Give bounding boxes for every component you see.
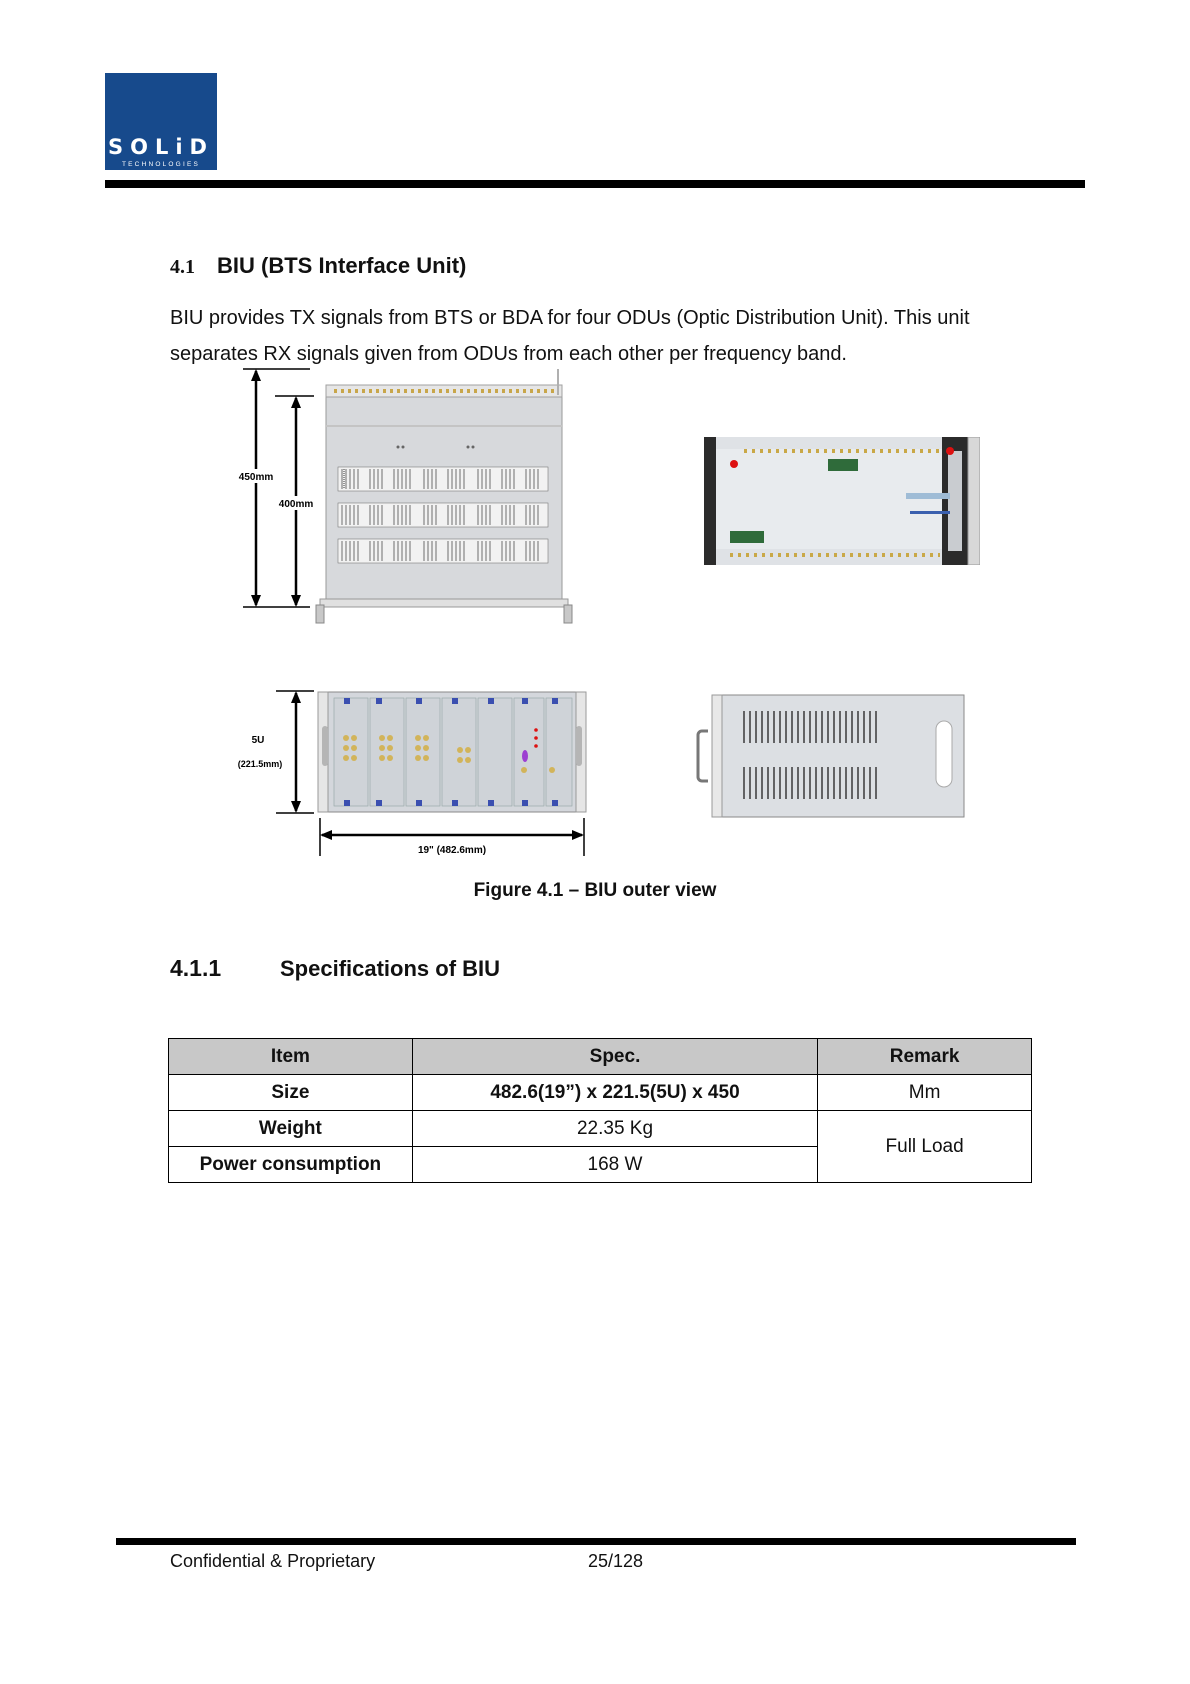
subsection-title-text: Specifications of BIU xyxy=(280,956,501,981)
footer-confidential: Confidential & Proprietary xyxy=(170,1551,376,1571)
cell-spec: 22.35 Kg xyxy=(412,1111,817,1147)
table-row xyxy=(169,1111,1032,1147)
subsection-title xyxy=(170,955,500,982)
footer-rule xyxy=(116,1538,1076,1545)
cell-item: Power consumption xyxy=(169,1147,413,1183)
logo-wordmark: SOLiD xyxy=(108,135,214,159)
table-row xyxy=(169,1075,1032,1111)
cell-spec: 168 W xyxy=(412,1147,817,1183)
solid-logo xyxy=(105,73,217,170)
spec-table xyxy=(168,1038,1032,1183)
cell-item: Weight xyxy=(169,1111,413,1147)
biu-rear-view-figure xyxy=(696,693,968,819)
header-remark: Remark xyxy=(818,1039,1032,1075)
spec-table-header-row xyxy=(169,1039,1032,1075)
subsection-number: 4.1.1 xyxy=(170,955,222,981)
dim-5u-label: 5U xyxy=(251,735,265,746)
biu-inside-view-figure xyxy=(704,437,980,565)
cell-remark-merged: Full Load xyxy=(818,1111,1032,1183)
header-spec: Spec. xyxy=(412,1039,817,1075)
section-title-text: BIU (BTS Interface Unit) xyxy=(217,253,467,278)
section-title xyxy=(170,253,466,279)
logo-subtitle: TECHNOLOGIES xyxy=(121,161,201,168)
section-number: 4.1 xyxy=(170,256,195,278)
dim-450-label: 450mm xyxy=(238,472,274,483)
section-intro: BIU provides TX signals from BTS or BDA for four ODUs (Optic Distribution Unit). This unit separates RX signals given from ODUs from each other per frequency band. xyxy=(170,307,970,365)
figure-caption: Figure 4.1 – BIU outer view xyxy=(473,880,717,901)
header-rule xyxy=(105,180,1085,188)
cell-item: Size xyxy=(169,1075,413,1111)
cell-spec: 482.6(19”) x 221.5(5U) x 450 xyxy=(412,1075,817,1111)
dim-400-label: 400mm xyxy=(278,499,314,510)
biu-front-view-figure xyxy=(226,688,596,858)
page-number: 25/128 xyxy=(588,1551,644,1571)
dim-5u-mm-label: (221.5mm) xyxy=(237,759,283,769)
biu-top-view-figure xyxy=(230,365,590,630)
dim-width-label: 19" (482.6mm) xyxy=(417,845,487,856)
cell-remark: Mm xyxy=(818,1075,1032,1111)
header-item: Item xyxy=(169,1039,413,1075)
